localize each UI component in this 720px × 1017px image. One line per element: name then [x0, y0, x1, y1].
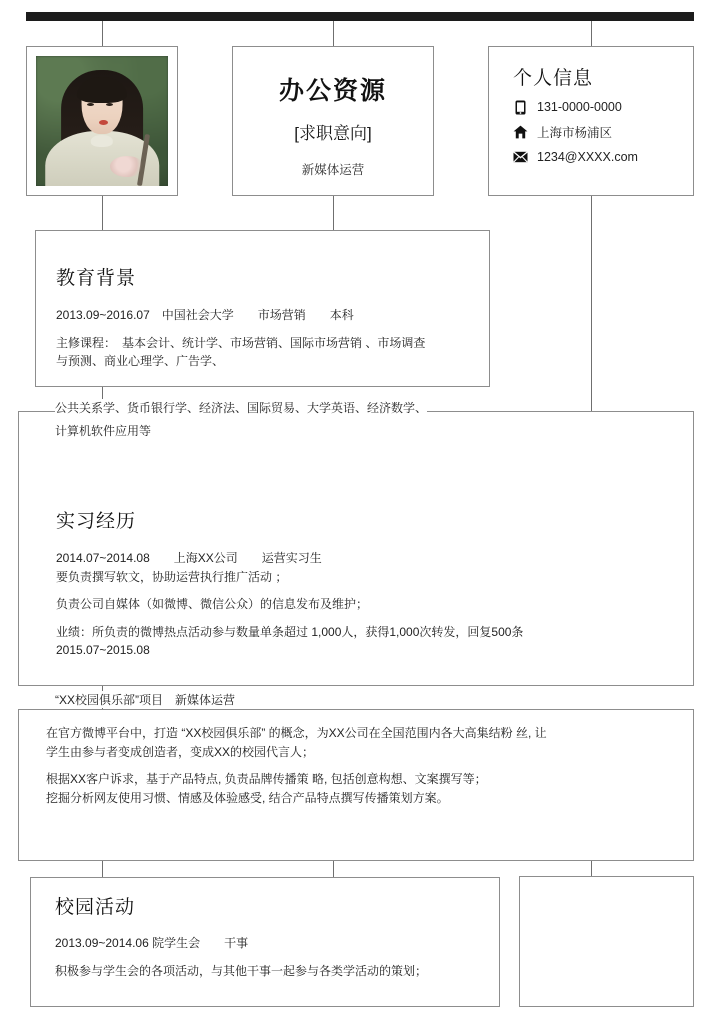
home-icon	[513, 124, 528, 140]
email-value: 1234@XXXX.com	[537, 150, 638, 164]
project-heading: “XX校园俱乐部”项目 新媒体运营	[55, 693, 236, 707]
education-courses-line-2: 与预测、商业心理学、广告学、	[56, 354, 225, 369]
campus-activity-detail: 积极参与学生会的各项活动，与其他干事一起参与各类学活动的策划；	[55, 963, 428, 978]
objective-value: 新媒体运营	[301, 162, 365, 177]
education-courses-line-1: 主修课程： 基本会计、统计学、市场营销、国际市场营销 、市场调查	[56, 335, 426, 350]
address-value: 上海市杨浦区	[537, 126, 613, 140]
education-entry: 2013.09~2016.07 中国社会大学 市场营销 本科	[56, 308, 354, 322]
photo-card	[26, 46, 178, 196]
internship-card	[18, 411, 694, 686]
internship-title: 实习经历	[56, 511, 137, 532]
project-para1-line-2: 学生由参与者变成创造者，变成XX的校园代言人；	[46, 744, 315, 759]
internship-duty-2: 负责公司自媒体（如微博、微信公众）的信息发布及维护；	[56, 597, 369, 612]
connector-info-to-internship	[591, 196, 592, 413]
project-para1-line-1: 在官方微博平台中，打造 “XX校园俱乐部” 的概念，为XX公司在全国范围内各大高集结粉 丝, 让	[46, 726, 547, 740]
info-row-phone	[513, 99, 683, 115]
internship-achievement: 业绩：所负责的微博热点活动参与数量单条超过 1,000人，获得1,000次转发，回复500条	[56, 624, 524, 639]
connector-photo-to-education	[102, 196, 103, 232]
education-courses-line-4: 计算机软件应用等	[55, 422, 151, 441]
education-title: 教育背景	[56, 268, 137, 289]
info-row-email	[513, 149, 683, 165]
internship-duty-1: 要负责撰写软文，协助运营执行推广活动 ；	[56, 569, 288, 584]
envelope-icon	[513, 149, 528, 165]
connector-bar-to-photo	[102, 21, 103, 46]
objective-label: [求职意向]	[294, 123, 372, 143]
campus-activity-title: 校园活动	[55, 897, 136, 918]
phone-icon	[513, 99, 528, 115]
internship-second-period: 2015.07~2015.08	[56, 643, 150, 658]
internship-entry: 2014.07~2014.08 上海XX公司 运营实习生	[56, 551, 322, 565]
campus-activity-card	[30, 877, 500, 1007]
name-objective-card	[232, 46, 434, 196]
connector-bar-to-title	[333, 21, 334, 46]
info-row-address	[513, 123, 683, 141]
page-title: 办公资源	[278, 76, 387, 105]
personal-info-card	[488, 46, 694, 196]
connector-bar-to-info	[591, 21, 592, 46]
phone-value: 131-0000-0000	[537, 100, 622, 114]
portrait-photo	[36, 56, 168, 186]
education-courses-line-3: 公共关系学、货币银行学、经济法、国际贸易、大学英语、经济数学、	[55, 399, 427, 418]
project-para2-line-1: 根据XX客户诉求，基于产品特点, 负责品牌传播策 略, 包括创意构想、文案撰写等；	[46, 772, 487, 787]
education-card	[35, 230, 490, 387]
personal-info-title: 个人信息	[513, 68, 594, 89]
connector-title-down	[333, 196, 334, 232]
top-decor-bar	[26, 12, 694, 21]
project-para2-line-2: 挖掘分析网友使用习惯、情感及体验感受, 结合产品特点撰写传播策划方案。	[46, 790, 449, 805]
project-card	[18, 709, 694, 861]
campus-activity-entry: 2013.09~2014.06 院学生会 干事	[55, 936, 249, 950]
empty-placeholder-card	[519, 876, 694, 1007]
